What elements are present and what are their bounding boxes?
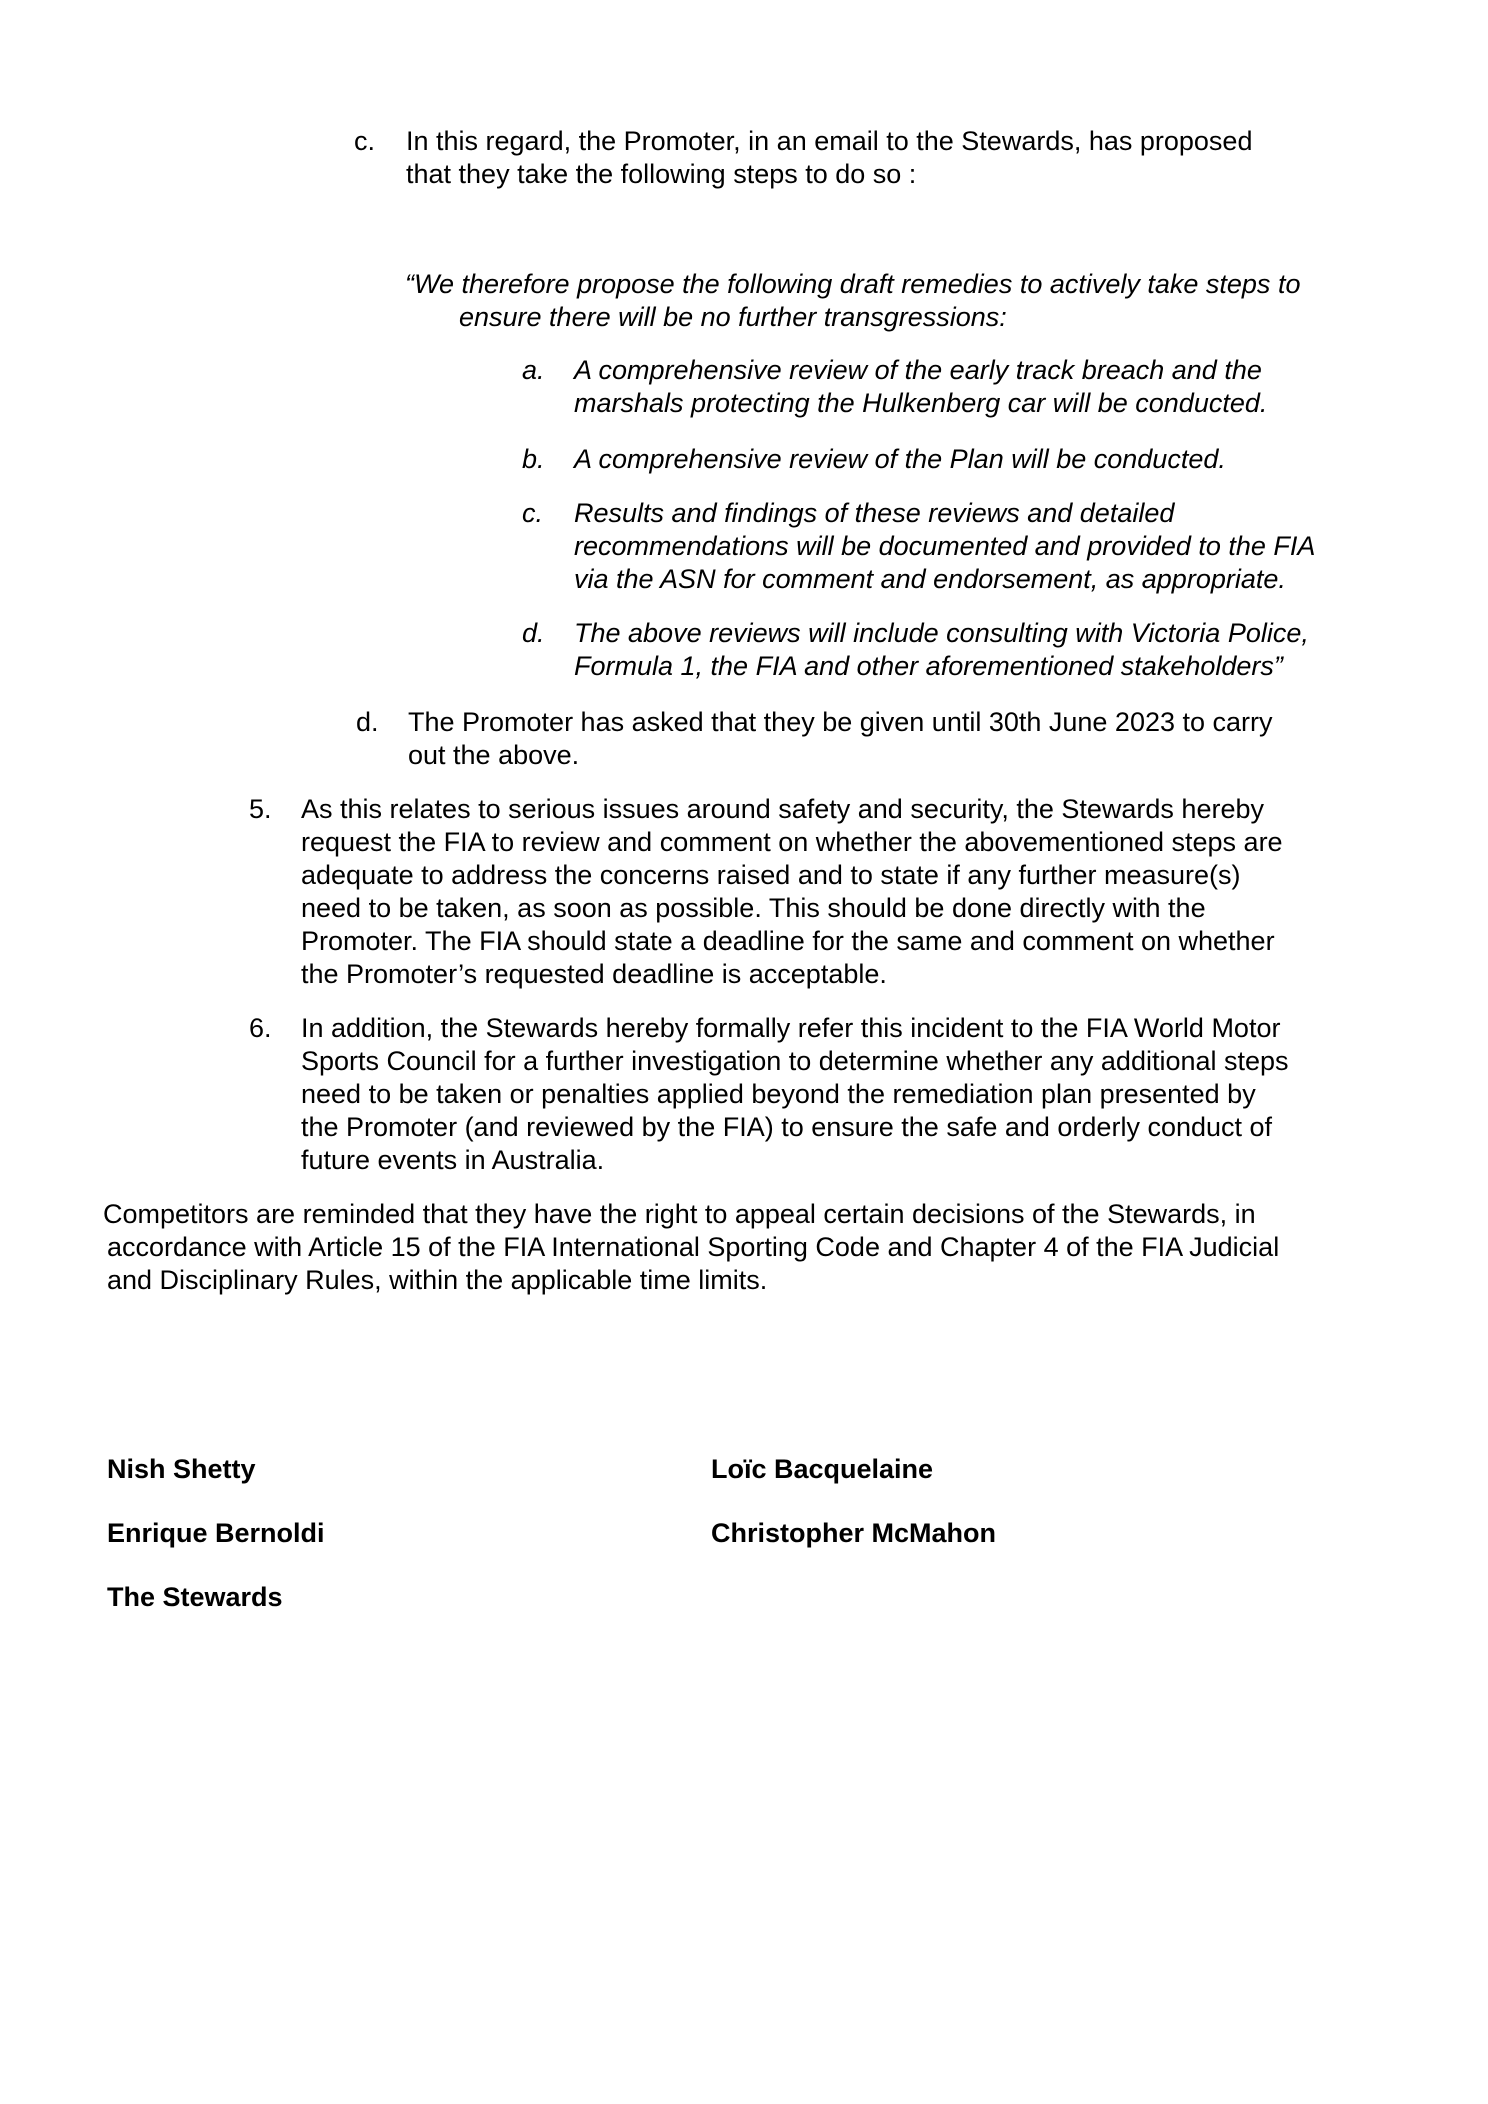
signatory-title: The Stewards	[107, 1582, 283, 1612]
list-marker: a.	[522, 355, 545, 385]
text-line: the Promoter’s requested deadline is acceptable.	[301, 959, 887, 989]
list-marker: 6.	[249, 1013, 272, 1043]
quote-item-b	[0, 443, 1488, 479]
text-line: adequate to address the concerns raised and to state if any further measure(s)	[301, 860, 1241, 890]
list-item-d	[0, 706, 1488, 776]
list-item-6	[0, 1012, 1488, 1182]
text-line: request the FIA to review and comment on whether the abovementioned steps are	[301, 827, 1283, 857]
signatory-name: Christopher McMahon	[711, 1518, 997, 1548]
list-item-text	[574, 497, 1315, 596]
text-line: out the above.	[408, 740, 580, 770]
list-item-text	[574, 617, 1309, 683]
list-item-text	[406, 125, 1252, 191]
text-line: In this regard, the Promoter, in an email to the Stewards, has proposed	[406, 126, 1253, 156]
text-line: marshals protecting the Hulkenberg car will be conducted.	[574, 388, 1268, 418]
list-marker: b.	[522, 444, 545, 474]
text-line: need to be taken or penalties applied beyond the remediation plan presented by	[301, 1079, 1256, 1109]
list-marker: c.	[522, 498, 544, 528]
text-line: that they take the following steps to do so :	[406, 159, 917, 189]
quote-item-d	[0, 617, 1488, 687]
text-line: future events in Australia.	[301, 1145, 605, 1175]
text-line: and Disciplinary Rules, within the applicable time limits.	[107, 1265, 768, 1295]
text-line: In addition, the Stewards hereby formally refer this incident to the FIA World Motor	[301, 1013, 1281, 1043]
text-line: A comprehensive review of the Plan will be conducted.	[574, 444, 1226, 474]
text-line: accordance with Article 15 of the FIA International Sporting Code and Chapter 4 of the FIA Judicial	[107, 1232, 1280, 1262]
signatory-name: Enrique Bernoldi	[107, 1518, 325, 1548]
text-line: The Promoter has asked that they be given until 30th June 2023 to carry	[408, 707, 1273, 737]
text-line: A comprehensive review of the early track breach and the	[574, 355, 1262, 385]
text-line: the Promoter (and reviewed by the FIA) to ensure the safe and orderly conduct of	[301, 1112, 1273, 1142]
list-marker: d.	[522, 618, 545, 648]
text-line: Results and findings of these reviews and detailed	[574, 498, 1175, 528]
signatory-name: Nish Shetty	[107, 1454, 256, 1484]
text-line: Sports Council for a further investigation to determine whether any additional steps	[301, 1046, 1289, 1076]
appeal-notice	[0, 1198, 1488, 1298]
quote-item-a	[0, 354, 1488, 424]
signatory-name: Loïc Bacquelaine	[711, 1454, 934, 1484]
text-line: Formula 1, the FIA and other aforementioned stakeholders”	[574, 651, 1283, 681]
list-item-c	[0, 125, 1488, 195]
text-line: Competitors are reminded that they have the right to appeal certain decisions of the Stewards, in	[103, 1199, 1256, 1229]
text-line: via the ASN for comment and endorsement, as appropriate.	[574, 564, 1286, 594]
text-line: Promoter. The FIA should state a deadline for the same and comment on whether	[301, 926, 1275, 956]
text-line: The above reviews will include consulting with Victoria Police,	[574, 618, 1309, 648]
signatories	[0, 1453, 1488, 1633]
list-item-text	[574, 443, 1226, 476]
list-marker: d.	[356, 707, 379, 737]
list-marker: c.	[354, 126, 376, 156]
text-line: recommendations will be documented and provided to the FIA	[574, 531, 1316, 561]
list-item-text	[408, 706, 1273, 772]
quote-intro	[0, 268, 1488, 338]
quote-item-c	[0, 497, 1488, 597]
list-marker: 5.	[249, 794, 272, 824]
list-item-text	[574, 354, 1267, 420]
text-line: ensure there will be no further transgressions:	[459, 302, 1007, 332]
list-item-text	[301, 793, 1283, 991]
list-item-text	[301, 1012, 1289, 1177]
text-line: As this relates to serious issues around safety and security, the Stewards hereby	[301, 794, 1264, 824]
text-line: need to be taken, as soon as possible. This should be done directly with the	[301, 893, 1206, 923]
list-item-5	[0, 793, 1488, 993]
text-line: “We therefore propose the following draft remedies to actively take steps to	[405, 269, 1301, 299]
